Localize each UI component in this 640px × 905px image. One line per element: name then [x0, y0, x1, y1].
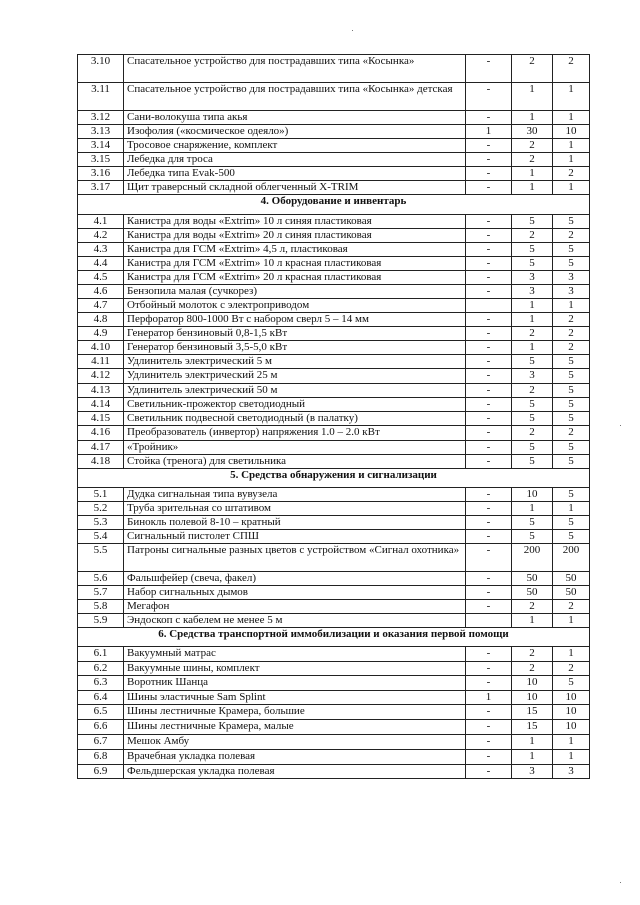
- item-number-cell: 3.12: [78, 111, 124, 125]
- qty-c-cell: 5: [553, 488, 590, 502]
- qty-b-cell: 1: [512, 750, 553, 765]
- table-row: [78, 502, 590, 516]
- table-row: [78, 285, 590, 299]
- qty-a-cell: -: [466, 441, 512, 455]
- item-name-cell: Канистра для ГСМ «Extrim» 20 л красная пластиковая: [124, 271, 466, 285]
- item-number-cell: 6.7: [78, 735, 124, 750]
- item-name-cell: Удлинитель электрический 25 м: [124, 369, 466, 384]
- qty-b-cell: 15: [512, 705, 553, 720]
- table-row: [78, 544, 590, 572]
- item-number-cell: 6.5: [78, 705, 124, 720]
- qty-a-cell: -: [466, 181, 512, 195]
- table-row: [78, 398, 590, 412]
- qty-a-cell: -: [466, 765, 512, 779]
- qty-a-cell: -: [466, 572, 512, 586]
- qty-c-cell: 5: [553, 243, 590, 257]
- item-number-cell: 4.16: [78, 426, 124, 441]
- table-row: [78, 765, 590, 779]
- item-number-cell: 3.15: [78, 153, 124, 167]
- item-name-cell: Шины лестничные Крамера, малые: [124, 720, 466, 735]
- qty-b-cell: 1: [512, 83, 553, 111]
- qty-b-cell: 10: [512, 488, 553, 502]
- item-name-cell: Сани-волокуша типа акья: [124, 111, 466, 125]
- item-number-cell: 4.6: [78, 285, 124, 299]
- qty-c-cell: 200: [553, 544, 590, 572]
- table-row: [78, 167, 590, 181]
- qty-c-cell: 50: [553, 586, 590, 600]
- qty-c-cell: 50: [553, 572, 590, 586]
- qty-c-cell: 3: [553, 765, 590, 779]
- qty-c-cell: 5: [553, 257, 590, 271]
- qty-c-cell: 2: [553, 167, 590, 181]
- qty-c-cell: 2: [553, 55, 590, 83]
- qty-c-cell: 5: [553, 398, 590, 412]
- item-name-cell: Спасательное устройство для пострадавших типа «Косынка»: [124, 55, 466, 83]
- qty-c-cell: 5: [553, 676, 590, 691]
- table-row: [78, 586, 590, 600]
- item-number-cell: 4.15: [78, 412, 124, 426]
- item-number-cell: 3.14: [78, 139, 124, 153]
- qty-a-cell: -: [466, 139, 512, 153]
- qty-c-cell: 2: [553, 327, 590, 341]
- item-number-cell: 4.1: [78, 215, 124, 229]
- item-name-cell: Вакуумный матрас: [124, 647, 466, 662]
- qty-a-cell: -: [466, 676, 512, 691]
- qty-c-cell: 3: [553, 285, 590, 299]
- qty-c-cell: 5: [553, 355, 590, 369]
- qty-a-cell: -: [466, 153, 512, 167]
- item-name-cell: Светильник-прожектор светодиодный: [124, 398, 466, 412]
- item-name-cell: Лебедка для троса: [124, 153, 466, 167]
- table-row: [78, 516, 590, 530]
- qty-a-cell: -: [466, 271, 512, 285]
- table-row: [78, 327, 590, 341]
- item-name-cell: Фельдшерская укладка полевая: [124, 765, 466, 779]
- qty-a-cell: -: [466, 586, 512, 600]
- item-number-cell: 5.6: [78, 572, 124, 586]
- item-number-cell: 4.8: [78, 313, 124, 327]
- item-name-cell: Вакуумные шины, комплект: [124, 662, 466, 676]
- qty-c-cell: 5: [553, 530, 590, 544]
- qty-c-cell: 5: [553, 516, 590, 530]
- qty-b-cell: 5: [512, 530, 553, 544]
- item-number-cell: 6.9: [78, 765, 124, 779]
- item-name-cell: Бинокль полевой 8-10 – кратный: [124, 516, 466, 530]
- item-name-cell: Дудка сигнальная типа вувузела: [124, 488, 466, 502]
- table-row: [78, 384, 590, 398]
- qty-b-cell: 1: [512, 181, 553, 195]
- qty-c-cell: 1: [553, 502, 590, 516]
- qty-a-cell: 1: [466, 691, 512, 705]
- item-name-cell: Светильник подвесной светодиодный (в палатку): [124, 412, 466, 426]
- qty-a-cell: -: [466, 229, 512, 243]
- section-row: [78, 469, 590, 488]
- qty-c-cell: 5: [553, 412, 590, 426]
- qty-a-cell: -: [466, 111, 512, 125]
- qty-c-cell: 1: [553, 83, 590, 111]
- qty-b-cell: 1: [512, 313, 553, 327]
- item-number-cell: 5.4: [78, 530, 124, 544]
- item-name-cell: Эндоскоп с кабелем не менее 5 м: [124, 614, 466, 628]
- item-number-cell: 4.10: [78, 341, 124, 355]
- qty-a-cell: -: [466, 327, 512, 341]
- table-row: [78, 441, 590, 455]
- table-row: [78, 412, 590, 426]
- item-name-cell: Щит траверсный складной облегченный X-TRIM: [124, 181, 466, 195]
- qty-b-cell: 2: [512, 327, 553, 341]
- qty-b-cell: 2: [512, 426, 553, 441]
- qty-c-cell: 5: [553, 384, 590, 398]
- table-row: [78, 600, 590, 614]
- qty-c-cell: 2: [553, 229, 590, 243]
- table-row: [78, 139, 590, 153]
- qty-b-cell: 50: [512, 572, 553, 586]
- qty-b-cell: 3: [512, 285, 553, 299]
- table-row: [78, 55, 590, 83]
- item-number-cell: 5.9: [78, 614, 124, 628]
- table-row: [78, 355, 590, 369]
- qty-a-cell: -: [466, 662, 512, 676]
- table-row: [78, 299, 590, 313]
- qty-a-cell: -: [466, 750, 512, 765]
- equipment-table-body: [78, 55, 590, 779]
- qty-c-cell: 1: [553, 614, 590, 628]
- table-row: [78, 530, 590, 544]
- table-row: [78, 83, 590, 111]
- qty-b-cell: 1: [512, 502, 553, 516]
- item-number-cell: 4.7: [78, 299, 124, 313]
- qty-a-cell: -: [466, 355, 512, 369]
- qty-b-cell: 1: [512, 111, 553, 125]
- item-number-cell: 3.13: [78, 125, 124, 139]
- item-name-cell: Перфоратор 800-1000 Вт с набором сверл 5 – 14 мм: [124, 313, 466, 327]
- table-row: [78, 111, 590, 125]
- qty-c-cell: 1: [553, 139, 590, 153]
- qty-b-cell: 2: [512, 384, 553, 398]
- item-name-cell: Канистра для воды «Extrim» 20 л синяя пластиковая: [124, 229, 466, 243]
- qty-c-cell: 1: [553, 111, 590, 125]
- item-name-cell: Шины лестничные Крамера, большие: [124, 705, 466, 720]
- qty-b-cell: 1: [512, 614, 553, 628]
- qty-a-cell: -: [466, 544, 512, 572]
- qty-a-cell: -: [466, 313, 512, 327]
- qty-b-cell: 1: [512, 735, 553, 750]
- qty-b-cell: 15: [512, 720, 553, 735]
- item-number-cell: 3.11: [78, 83, 124, 111]
- qty-c-cell: 2: [553, 600, 590, 614]
- qty-b-cell: 30: [512, 125, 553, 139]
- qty-b-cell: 3: [512, 369, 553, 384]
- table-row: [78, 691, 590, 705]
- qty-b-cell: 1: [512, 167, 553, 181]
- table-row: [78, 369, 590, 384]
- qty-a-cell: -: [466, 530, 512, 544]
- item-name-cell: Лебедка типа Evak-500: [124, 167, 466, 181]
- item-name-cell: Отбойный молоток с электроприводом: [124, 299, 466, 313]
- qty-c-cell: 5: [553, 369, 590, 384]
- item-number-cell: 6.6: [78, 720, 124, 735]
- item-number-cell: 4.18: [78, 455, 124, 469]
- item-number-cell: 5.5: [78, 544, 124, 572]
- scan-speck: [352, 30, 353, 31]
- qty-a-cell: -: [466, 398, 512, 412]
- table-row: [78, 426, 590, 441]
- qty-b-cell: 2: [512, 153, 553, 167]
- item-number-cell: 6.3: [78, 676, 124, 691]
- qty-b-cell: 5: [512, 398, 553, 412]
- qty-a-cell: -: [466, 600, 512, 614]
- table-row: [78, 676, 590, 691]
- item-number-cell: 4.12: [78, 369, 124, 384]
- table-row: [78, 488, 590, 502]
- qty-b-cell: 5: [512, 215, 553, 229]
- item-number-cell: 3.17: [78, 181, 124, 195]
- qty-b-cell: 5: [512, 257, 553, 271]
- item-name-cell: Бензопила малая (сучкорез): [124, 285, 466, 299]
- qty-c-cell: 5: [553, 441, 590, 455]
- item-number-cell: 6.8: [78, 750, 124, 765]
- qty-c-cell: 2: [553, 341, 590, 355]
- item-number-cell: 3.10: [78, 55, 124, 83]
- item-name-cell: Труба зрительная со штативом: [124, 502, 466, 516]
- item-name-cell: Шины эластичные Sam Splint: [124, 691, 466, 705]
- item-number-cell: 6.4: [78, 691, 124, 705]
- item-name-cell: Фальшфейер (свеча, факел): [124, 572, 466, 586]
- qty-a-cell: -: [466, 285, 512, 299]
- item-number-cell: 3.16: [78, 167, 124, 181]
- table-row: [78, 229, 590, 243]
- qty-b-cell: 5: [512, 412, 553, 426]
- qty-c-cell: 10: [553, 691, 590, 705]
- qty-b-cell: 2: [512, 55, 553, 83]
- qty-a-cell: -: [466, 341, 512, 355]
- qty-a-cell: -: [466, 426, 512, 441]
- qty-a-cell: -: [466, 735, 512, 750]
- qty-c-cell: 10: [553, 125, 590, 139]
- qty-c-cell: 10: [553, 720, 590, 735]
- table-row: [78, 455, 590, 469]
- item-number-cell: 4.14: [78, 398, 124, 412]
- qty-c-cell: 1: [553, 181, 590, 195]
- qty-a-cell: 1: [466, 125, 512, 139]
- equipment-table: [77, 54, 590, 779]
- qty-b-cell: 2: [512, 647, 553, 662]
- section-title: 6. Средства транспортной иммобилизации и оказания первой помощи: [78, 628, 590, 647]
- qty-b-cell: 5: [512, 455, 553, 469]
- qty-a-cell: -: [466, 167, 512, 181]
- item-name-cell: Врачебная укладка полевая: [124, 750, 466, 765]
- item-number-cell: 6.1: [78, 647, 124, 662]
- qty-b-cell: 50: [512, 586, 553, 600]
- qty-b-cell: 2: [512, 662, 553, 676]
- item-name-cell: Стойка (тренога) для светильника: [124, 455, 466, 469]
- scan-speck: [620, 425, 621, 426]
- qty-c-cell: 10: [553, 705, 590, 720]
- item-name-cell: Генератор бензиновый 3,5-5,0 кВт: [124, 341, 466, 355]
- item-name-cell: Мешок Амбу: [124, 735, 466, 750]
- item-number-cell: 5.3: [78, 516, 124, 530]
- item-number-cell: 5.7: [78, 586, 124, 600]
- qty-a-cell: -: [466, 412, 512, 426]
- item-name-cell: Канистра для ГСМ «Extrim» 4,5 л, пластиковая: [124, 243, 466, 257]
- qty-b-cell: 5: [512, 516, 553, 530]
- item-name-cell: Сигнальный пистолет СПШ: [124, 530, 466, 544]
- item-name-cell: Преобразователь (инвертор) напряжения 1.0 – 2.0 кВт: [124, 426, 466, 441]
- section-row: [78, 628, 590, 647]
- item-number-cell: 4.5: [78, 271, 124, 285]
- qty-b-cell: 3: [512, 765, 553, 779]
- table-row: [78, 572, 590, 586]
- table-row: [78, 271, 590, 285]
- qty-a-cell: -: [466, 83, 512, 111]
- qty-c-cell: 5: [553, 215, 590, 229]
- table-row: [78, 125, 590, 139]
- qty-c-cell: 1: [553, 153, 590, 167]
- qty-c-cell: 2: [553, 313, 590, 327]
- qty-b-cell: 1: [512, 341, 553, 355]
- qty-a-cell: -: [466, 720, 512, 735]
- qty-a-cell: [466, 299, 512, 313]
- qty-c-cell: 2: [553, 662, 590, 676]
- qty-c-cell: 2: [553, 426, 590, 441]
- qty-a-cell: -: [466, 384, 512, 398]
- qty-c-cell: 1: [553, 299, 590, 313]
- qty-a-cell: -: [466, 215, 512, 229]
- qty-a-cell: -: [466, 516, 512, 530]
- qty-b-cell: 200: [512, 544, 553, 572]
- item-name-cell: Удлинитель электрический 50 м: [124, 384, 466, 398]
- item-name-cell: Канистра для воды «Extrim» 10 л синяя пластиковая: [124, 215, 466, 229]
- qty-c-cell: 3: [553, 271, 590, 285]
- section-title: 4. Оборудование и инвентарь: [78, 195, 590, 215]
- table-row: [78, 647, 590, 662]
- table-row: [78, 341, 590, 355]
- qty-a-cell: -: [466, 705, 512, 720]
- qty-c-cell: 5: [553, 455, 590, 469]
- item-number-cell: 4.11: [78, 355, 124, 369]
- qty-a-cell: -: [466, 243, 512, 257]
- qty-c-cell: 1: [553, 647, 590, 662]
- table-row: [78, 153, 590, 167]
- item-name-cell: Канистра для ГСМ «Extrim» 10 л красная пластиковая: [124, 257, 466, 271]
- table-row: [78, 705, 590, 720]
- item-name-cell: Изофолия («космическое одеяло»): [124, 125, 466, 139]
- item-name-cell: Мегафон: [124, 600, 466, 614]
- qty-b-cell: 2: [512, 139, 553, 153]
- qty-b-cell: 5: [512, 355, 553, 369]
- item-name-cell: Воротник Шанца: [124, 676, 466, 691]
- qty-a-cell: -: [466, 455, 512, 469]
- item-name-cell: Набор сигнальных дымов: [124, 586, 466, 600]
- qty-b-cell: 10: [512, 691, 553, 705]
- item-number-cell: 4.3: [78, 243, 124, 257]
- qty-b-cell: 2: [512, 229, 553, 243]
- item-number-cell: 4.2: [78, 229, 124, 243]
- qty-b-cell: 5: [512, 243, 553, 257]
- item-number-cell: 6.2: [78, 662, 124, 676]
- item-number-cell: 5.8: [78, 600, 124, 614]
- item-name-cell: Генератор бензиновый 0,8-1,5 кВт: [124, 327, 466, 341]
- item-number-cell: 4.13: [78, 384, 124, 398]
- item-number-cell: 4.9: [78, 327, 124, 341]
- qty-b-cell: 3: [512, 271, 553, 285]
- section-row: [78, 195, 590, 215]
- item-number-cell: 4.17: [78, 441, 124, 455]
- qty-a-cell: -: [466, 55, 512, 83]
- qty-a-cell: [466, 614, 512, 628]
- table-row: [78, 313, 590, 327]
- table-row: [78, 662, 590, 676]
- qty-a-cell: -: [466, 369, 512, 384]
- item-name-cell: Спасательное устройство для пострадавших типа «Косынка» детская: [124, 83, 466, 111]
- qty-a-cell: -: [466, 257, 512, 271]
- table-row: [78, 750, 590, 765]
- item-number-cell: 4.4: [78, 257, 124, 271]
- section-title: 5. Средства обнаружения и сигнализации: [78, 469, 590, 488]
- qty-a-cell: -: [466, 647, 512, 662]
- item-name-cell: Удлинитель электрический 5 м: [124, 355, 466, 369]
- scan-speck: [620, 882, 621, 883]
- item-name-cell: «Тройник»: [124, 441, 466, 455]
- table-row: [78, 614, 590, 628]
- qty-c-cell: 1: [553, 750, 590, 765]
- item-name-cell: Тросовое снаряжение, комплект: [124, 139, 466, 153]
- qty-a-cell: -: [466, 502, 512, 516]
- table-row: [78, 735, 590, 750]
- item-number-cell: 5.1: [78, 488, 124, 502]
- table-row: [78, 720, 590, 735]
- item-number-cell: 5.2: [78, 502, 124, 516]
- table-row: [78, 181, 590, 195]
- qty-b-cell: 5: [512, 441, 553, 455]
- qty-c-cell: 1: [553, 735, 590, 750]
- qty-b-cell: 10: [512, 676, 553, 691]
- table-row: [78, 215, 590, 229]
- qty-b-cell: 1: [512, 299, 553, 313]
- qty-b-cell: 2: [512, 600, 553, 614]
- table-row: [78, 257, 590, 271]
- qty-a-cell: -: [466, 488, 512, 502]
- table-row: [78, 243, 590, 257]
- item-name-cell: Патроны сигнальные разных цветов с устройством «Сигнал охотника»: [124, 544, 466, 572]
